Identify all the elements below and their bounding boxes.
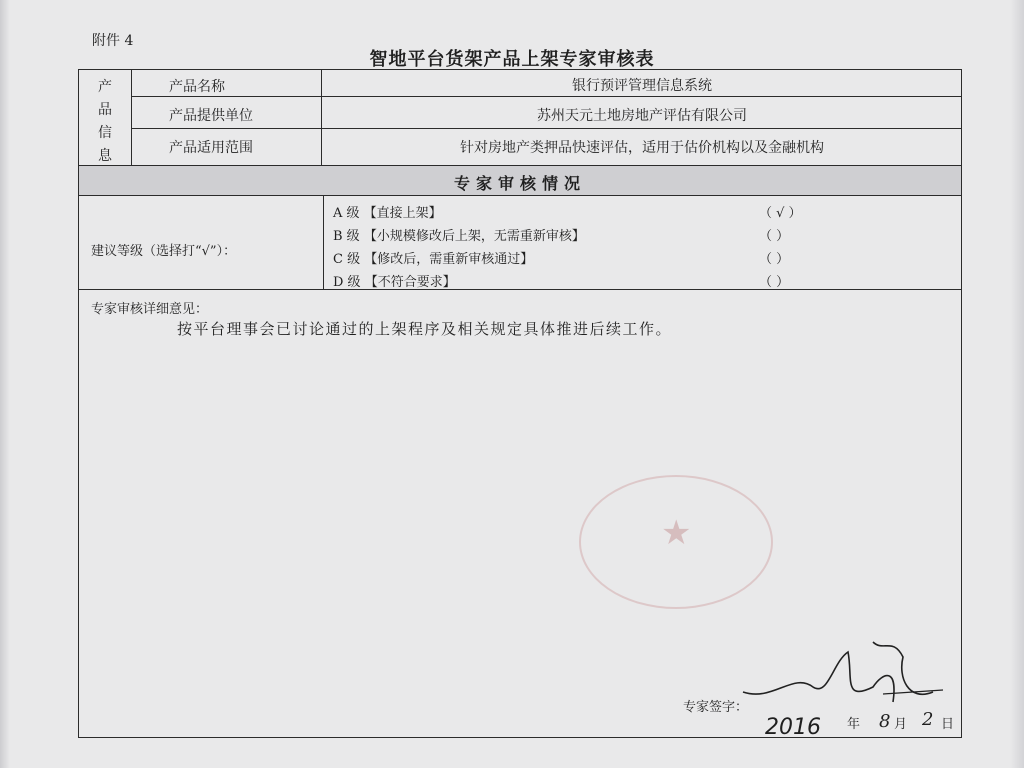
grade-option-a: A 级 【直接上架】 [333,206,442,221]
group-label-char: 产 [98,79,112,95]
day-unit: 日 [941,717,955,732]
grade-checkbox-c: （ ） [759,252,790,267]
group-label-char: 品 [98,102,112,118]
group-label-char: 信 [98,125,112,141]
product-name-label: 产品名称 [169,79,225,95]
signature-label: 专家签字： [683,700,749,715]
grade-checkbox-b: （ ） [759,229,790,244]
opinion-text: 按平台理事会已讨论通过的上架程序及相关规定具体推进后续工作。 [177,320,673,338]
grade-checkbox-a: （ √ ） [759,206,802,221]
product-name-value: 银行预评管理信息系统 [572,78,712,94]
seal-star-icon: ★ [661,513,692,553]
divider [131,70,132,165]
grade-option-d: D 级 【不符合要求】 [333,275,456,290]
product-scope-value: 针对房地产类押品快速评估，适用于估价机构以及金融机构 [460,140,824,156]
signature-month: 8 [879,711,891,732]
grade-option-c: C 级 【修改后，需重新审核通过】 [333,252,534,267]
scan-edge-right [1010,0,1024,768]
month-unit: 月 [894,717,908,732]
divider [131,96,961,97]
scan-edge-left [0,0,10,768]
divider [79,289,961,290]
form-title: 智地平台货架产品上架专家审核表 [369,49,655,70]
signature-day: 2 [922,709,934,730]
opinion-label: 专家审核详细意见： [91,302,209,317]
divider [131,128,961,129]
group-label-char: 息 [98,148,112,164]
grade-checkbox-d: （ ） [759,275,790,290]
year-unit: 年 [847,717,861,732]
review-form [78,69,962,738]
product-provider-value: 苏州天元土地房地产评估有限公司 [537,108,747,124]
seal-stamp [579,475,773,609]
grade-option-b: B 级 【小规模修改后上架，无需重新审核】 [333,229,585,244]
product-info-group-label [79,70,131,165]
signature-year: 2016 [765,715,821,740]
section-title: 专家审核情况 [453,174,586,193]
divider [79,195,961,196]
attachment-label: 附件 4 [92,33,134,49]
divider [323,195,324,289]
product-provider-label: 产品提供单位 [169,108,253,124]
grade-label: 建议等级（选择打“√”）： [91,244,237,259]
product-scope-label: 产品适用范围 [169,140,253,156]
